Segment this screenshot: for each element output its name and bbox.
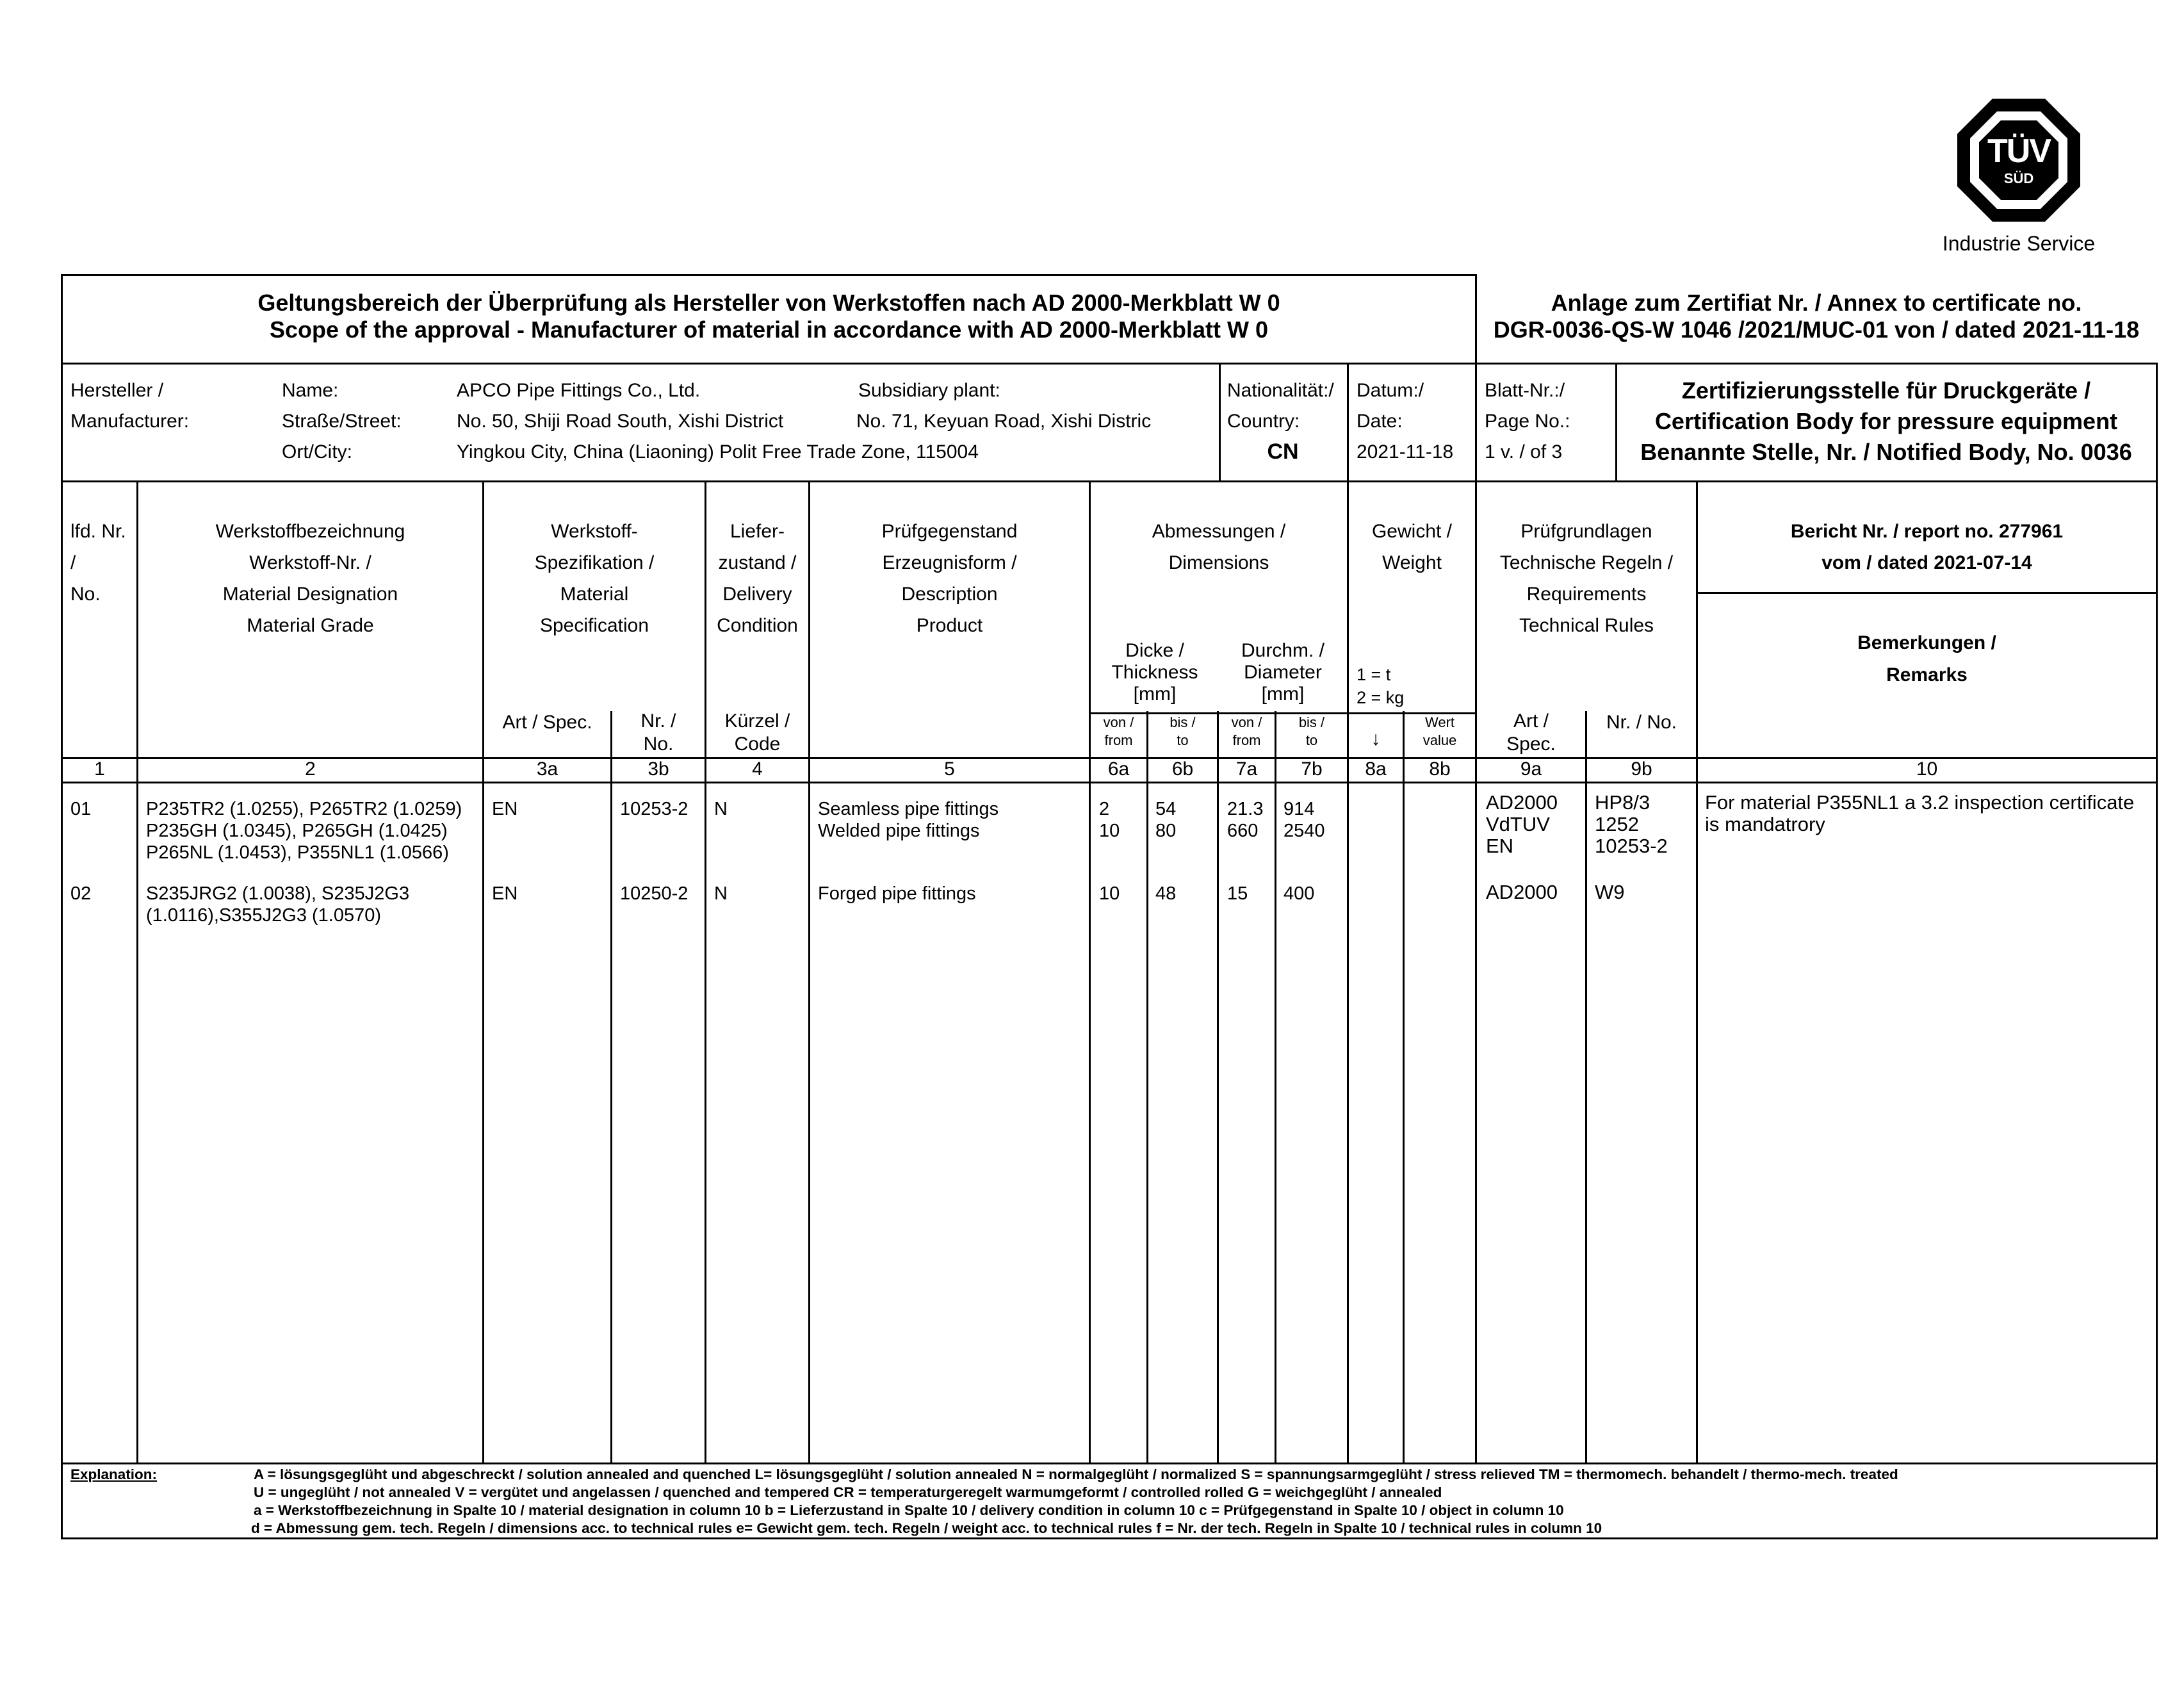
spec: EN <box>492 883 518 904</box>
tuv-brand: TÜV <box>1987 133 2050 170</box>
delivery-code: N <box>714 883 728 904</box>
diameter-from: 660 <box>1227 821 1259 841</box>
product-line: Welded pipe fittings <box>818 821 980 841</box>
page-value: 1 v. / of 3 <box>1485 441 1563 463</box>
certbody-line3: Benannte Stelle, Nr. / Notified Body, No. 0036 <box>1640 439 2132 465</box>
rule-no: 1252 <box>1595 813 1639 835</box>
hdr-c6-l1: Abmessungen / <box>1152 521 1286 542</box>
hdr-c6b-l2: to <box>1177 732 1189 748</box>
colnum: 6b <box>1171 758 1194 780</box>
thickness-to: 48 <box>1155 883 1177 904</box>
colnum: 3b <box>648 758 669 780</box>
explanation-line: d = Abmessung gem. tech. Regeln / dimensions acc. to technical rules e= Gewicht gem. tech. Regeln / weight acc. to technical rules f = Nr. der tech. Regeln in Spalte 10 / technical rules in column 10 <box>251 1520 1602 1536</box>
hdr-c6b-l1: bis / <box>1169 714 1196 730</box>
hdr-c8-l2: Weight <box>1382 552 1442 573</box>
hdr-c3-l4: Specification <box>539 615 649 636</box>
hdr-remarks-l2: Remarks <box>1886 664 1968 685</box>
hdr-diameter-l2: Diameter <box>1244 662 1322 683</box>
hdr-c8b-l2: value <box>1422 732 1457 748</box>
hdr-c6a-l1: von / <box>1103 714 1134 730</box>
thickness-to: 54 <box>1155 799 1177 819</box>
rule-no: 10253-2 <box>1595 835 1668 857</box>
product-line: Seamless pipe fittings <box>818 799 999 819</box>
diameter-to: 400 <box>1284 883 1315 904</box>
manufacturer-city: Yingkou City, China (Liaoning) Polit Free Trade Zone, 115004 <box>457 441 979 463</box>
certbody-line1: Zertifizierungsstelle für Druckgeräte / <box>1681 377 2091 404</box>
hdr-thickness-l3: [mm] <box>1133 684 1177 705</box>
spec-no: 10250-2 <box>620 883 689 904</box>
colnum: 7b <box>1301 758 1323 780</box>
hdr-report-l1: Bericht Nr. / report no. 277961 <box>1790 521 2064 542</box>
colnum: 7a <box>1235 758 1258 780</box>
colnum: 2 <box>305 758 316 780</box>
hdr-c9-l2: Technische Regeln / <box>1499 552 1674 573</box>
hdr-c1-l1: lfd. Nr. <box>70 521 126 542</box>
colnum: 5 <box>944 758 955 780</box>
material-line: S235JRG2 (1.0038), S235J2G3 <box>146 883 410 904</box>
hdr-c3a: Art / Spec. <box>502 712 592 733</box>
rule-spec: AD2000 <box>1486 881 1558 903</box>
hdr-c8b-l1: Wert <box>1424 714 1455 730</box>
hdr-c5-l1: Prüfgegenstand <box>881 521 1018 542</box>
rule-spec: VdTUV <box>1486 813 1550 835</box>
annex-line1: Anlage zum Zertifiat Nr. / Annex to certificate no. <box>1551 290 2082 316</box>
hdr-c4-l2: zustand / <box>718 552 797 573</box>
spec: EN <box>492 799 518 819</box>
hdr-c4-l3: Delivery <box>722 584 792 605</box>
hdr-c3-l3: Material <box>560 584 629 605</box>
hdr-c2-l2: Werkstoff-Nr. / <box>249 552 371 573</box>
row-number: 01 <box>70 799 92 819</box>
hdr-diameter-l3: [mm] <box>1261 684 1305 705</box>
date-label2: Date: <box>1357 411 1403 432</box>
nationality-label1: Nationalität:/ <box>1227 380 1334 401</box>
thickness-from: 2 <box>1099 799 1110 819</box>
material-line: P235GH (1.0345), P265GH (1.0425) <box>146 821 448 841</box>
hdr-report-l2: vom / dated 2021-07-14 <box>1821 552 2032 573</box>
spec-no: 10253-2 <box>620 799 689 819</box>
explanation-line: A = lösungsgeglüht und abgeschreckt / solution annealed and quenched L= lösungsgeglüht / solution annealed N = normalgeglüht / normalized S = spannungsarmgeglüht / stress relieved TM = thermomech. behandelt / thermo-mech. treated <box>254 1466 1898 1482</box>
subsidiary-label: Subsidiary plant: <box>858 380 1000 401</box>
rule-spec: AD2000 <box>1486 791 1558 814</box>
hdr-c8a-arrow: ↓ <box>1371 728 1381 750</box>
hdr-c7b-l2: to <box>1305 732 1318 748</box>
colnum: 3a <box>536 758 558 780</box>
hdr-c5-l4: Product <box>916 615 983 636</box>
colnum: 6a <box>1107 758 1130 780</box>
thickness-from: 10 <box>1099 821 1120 841</box>
hdr-c5-l2: Erzeugnisform / <box>882 552 1017 573</box>
hdr-c9a-l2: Spec. <box>1506 733 1556 755</box>
hdr-c4-l4: Condition <box>717 615 798 636</box>
hdr-c8-unit2: 2 = kg <box>1357 688 1405 707</box>
colnum: 8b <box>1429 758 1451 780</box>
colnum: 8a <box>1365 758 1387 780</box>
page-title-en: Scope of the approval - Manufacturer of material in accordance with AD 2000-Merkblatt W 0 <box>269 316 1269 343</box>
hdr-thickness-l1: Dicke / <box>1125 640 1184 661</box>
manufacturer-label2: Manufacturer: <box>70 411 190 432</box>
colnum: 1 <box>94 758 105 780</box>
hdr-c2-l1: Werkstoffbezeichnung <box>215 521 405 542</box>
hdr-c1-l3: No. <box>70 584 101 605</box>
hdr-remarks-l1: Bemerkungen / <box>1857 632 1996 653</box>
hdr-c5-l3: Description <box>901 584 998 605</box>
street-label: Straße/Street: <box>282 411 402 432</box>
rule-no: W9 <box>1595 881 1625 903</box>
rule-no: HP8/3 <box>1595 791 1650 814</box>
diameter-to: 914 <box>1284 799 1315 819</box>
tuv-sub: SÜD <box>2003 170 2034 186</box>
hdr-c9-l4: Technical Rules <box>1519 615 1654 636</box>
material-line: P235TR2 (1.0255), P265TR2 (1.0259) <box>146 799 462 819</box>
rule-spec: EN <box>1486 835 1514 857</box>
hdr-c2-l3: Material Designation <box>222 584 398 605</box>
hdr-c6a-l2: from <box>1104 732 1133 748</box>
logo-caption: Industrie Service <box>1942 232 2096 255</box>
page-title-de: Geltungsbereich der Überprüfung als Hersteller von Werkstoffen nach AD 2000-Merkblatt W 0 <box>257 290 1280 316</box>
hdr-c9a-l1: Art / <box>1513 710 1549 732</box>
hdr-c2-l4: Material Grade <box>247 615 374 636</box>
colnum: 4 <box>752 758 763 780</box>
hdr-c8-l1: Gewicht / <box>1371 521 1453 542</box>
date-label1: Datum:/ <box>1357 380 1424 401</box>
colnum: 9b <box>1631 758 1652 780</box>
diameter-from: 15 <box>1227 883 1248 904</box>
certbody-line2: Certification Body for pressure equipment <box>1654 408 2118 434</box>
diameter-from: 21.3 <box>1227 799 1264 819</box>
explanation-line: U = ungeglüht / not annealed V = vergütet und angelassen / quenched and tempered CR = temperaturgeregelt warmumgeformt / controlled rolled G = weichgeglüht / annealed <box>254 1484 1442 1500</box>
hdr-c4sub-l1: Kürzel / <box>724 710 790 732</box>
hdr-c9b: Nr. / No. <box>1606 712 1677 733</box>
subsidiary-street: No. 71, Keyuan Road, Xishi Distric <box>856 411 1152 432</box>
hdr-c3-l1: Werkstoff- <box>551 521 638 542</box>
hdr-c4-l1: Liefer- <box>729 521 785 542</box>
manufacturer-label1: Hersteller / <box>70 380 164 401</box>
nationality-label2: Country: <box>1227 411 1300 432</box>
manufacturer-street: No. 50, Shiji Road South, Xishi District <box>457 411 784 432</box>
thickness-from: 10 <box>1099 883 1120 904</box>
city-label: Ort/City: <box>282 441 352 463</box>
hdr-c9-l1: Prüfgrundlagen <box>1520 521 1652 542</box>
hdr-c9-l3: Requirements <box>1526 584 1647 605</box>
name-label: Name: <box>282 380 339 401</box>
hdr-thickness-l2: Thickness <box>1111 662 1198 683</box>
hdr-c3-l2: Spezifikation / <box>534 552 655 573</box>
hdr-c8-unit1: 1 = t <box>1357 665 1391 684</box>
delivery-code: N <box>714 799 728 819</box>
hdr-c6-l2: Dimensions <box>1168 552 1269 573</box>
explanation-label: Explanation: <box>70 1466 158 1482</box>
product-line: Forged pipe fittings <box>818 883 976 904</box>
hdr-c3b-l1: Nr. / <box>640 710 676 732</box>
hdr-c7b-l1: bis / <box>1298 714 1325 730</box>
material-line: (1.0116),S355J2G3 (1.0570) <box>146 905 382 926</box>
colnum: 9a <box>1520 758 1542 780</box>
colnum: 10 <box>1916 758 1938 780</box>
hdr-c7a-l1: von / <box>1231 714 1262 730</box>
page-label2: Page No.: <box>1485 411 1570 432</box>
date-value: 2021-11-18 <box>1357 441 1454 463</box>
annex-line2: DGR-0036-QS-W 1046 /2021/MUC-01 von / dated 2021-11-18 <box>1493 316 2140 343</box>
nationality-value: CN <box>1267 439 1299 464</box>
hdr-c3b-l2: No. <box>643 733 674 755</box>
tuv-logo <box>1955 96 2083 224</box>
explanation-line: a = Werkstoffbezeichnung in Spalte 10 / material designation in column 10 b = Lieferzustand in Spalte 10 / delivery condition in column 10 c = Prüfgegenstand in Spalte 10 / object in column 10 <box>254 1502 1564 1518</box>
manufacturer-name: APCO Pipe Fittings Co., Ltd. <box>457 380 701 401</box>
thickness-to: 80 <box>1155 821 1177 841</box>
remark: For material P355NL1 a 3.2 inspection certificate is mandatrory <box>1705 791 2135 835</box>
material-line: P265NL (1.0453), P355NL1 (1.0566) <box>146 842 449 863</box>
hdr-c7a-l2: from <box>1232 732 1261 748</box>
hdr-c1-l2: / <box>70 552 76 573</box>
hdr-diameter-l1: Durchm. / <box>1241 640 1325 661</box>
page-label1: Blatt-Nr.:/ <box>1485 380 1565 401</box>
hdr-c4sub-l2: Code <box>734 733 781 755</box>
diameter-to: 2540 <box>1284 821 1325 841</box>
row-number: 02 <box>70 883 92 904</box>
